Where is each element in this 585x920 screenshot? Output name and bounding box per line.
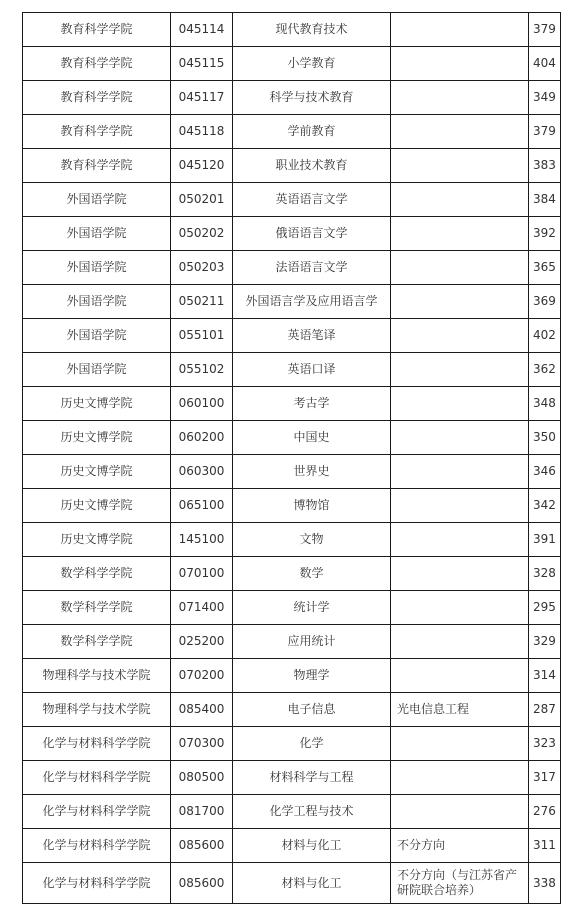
score-cell: 276 — [529, 795, 561, 829]
major-name-cell: 数学 — [233, 557, 391, 591]
major-name-cell: 英语笔译 — [233, 319, 391, 353]
score-cell: 402 — [529, 319, 561, 353]
table-row — [23, 251, 561, 285]
college-cell: 教育科学学院 — [23, 47, 171, 81]
major-name-cell: 中国史 — [233, 421, 391, 455]
direction-cell — [391, 183, 529, 217]
major-name-cell: 材料科学与工程 — [233, 761, 391, 795]
direction-cell — [391, 795, 529, 829]
major-code-cell: 045118 — [171, 115, 233, 149]
direction-cell: 不分方向（与江苏省产研院联合培养） — [391, 863, 529, 904]
direction-cell — [391, 557, 529, 591]
direction-cell — [391, 523, 529, 557]
major-name-cell: 材料与化工 — [233, 829, 391, 863]
score-cell: 383 — [529, 149, 561, 183]
score-cell: 328 — [529, 557, 561, 591]
score-cell: 379 — [529, 13, 561, 47]
college-cell: 数学科学学院 — [23, 557, 171, 591]
score-cell: 311 — [529, 829, 561, 863]
direction-cell — [391, 115, 529, 149]
major-code-cell: 070100 — [171, 557, 233, 591]
college-cell: 外国语学院 — [23, 183, 171, 217]
score-cell: 369 — [529, 285, 561, 319]
direction-cell — [391, 727, 529, 761]
table-row — [23, 625, 561, 659]
direction-cell — [391, 81, 529, 115]
college-cell: 外国语学院 — [23, 285, 171, 319]
major-code-cell: 080500 — [171, 761, 233, 795]
college-cell: 教育科学学院 — [23, 81, 171, 115]
score-cell: 314 — [529, 659, 561, 693]
table-row — [23, 761, 561, 795]
score-cell: 404 — [529, 47, 561, 81]
major-code-cell: 081700 — [171, 795, 233, 829]
college-cell: 历史文博学院 — [23, 455, 171, 489]
major-code-cell: 045120 — [171, 149, 233, 183]
table-row — [23, 183, 561, 217]
score-cell: 338 — [529, 863, 561, 904]
major-code-cell: 045117 — [171, 81, 233, 115]
major-name-cell: 英语语言文学 — [233, 183, 391, 217]
college-cell: 化学与材料科学学院 — [23, 727, 171, 761]
score-cell: 392 — [529, 217, 561, 251]
major-name-cell: 博物馆 — [233, 489, 391, 523]
major-code-cell: 050201 — [171, 183, 233, 217]
major-code-cell: 065100 — [171, 489, 233, 523]
score-cell: 365 — [529, 251, 561, 285]
major-code-cell: 045114 — [171, 13, 233, 47]
direction-cell — [391, 251, 529, 285]
college-cell: 化学与材料科学学院 — [23, 863, 171, 904]
table-row — [23, 149, 561, 183]
college-cell: 数学科学学院 — [23, 625, 171, 659]
major-code-cell: 060100 — [171, 387, 233, 421]
major-name-cell: 材料与化工 — [233, 863, 391, 904]
table-row — [23, 217, 561, 251]
major-code-cell: 050211 — [171, 285, 233, 319]
score-cell: 317 — [529, 761, 561, 795]
direction-cell — [391, 13, 529, 47]
table-row — [23, 523, 561, 557]
college-cell: 历史文博学院 — [23, 421, 171, 455]
major-name-cell: 小学教育 — [233, 47, 391, 81]
major-code-cell: 060300 — [171, 455, 233, 489]
college-cell: 物理科学与技术学院 — [23, 659, 171, 693]
college-cell: 外国语学院 — [23, 251, 171, 285]
major-name-cell: 应用统计 — [233, 625, 391, 659]
major-name-cell: 职业技术教育 — [233, 149, 391, 183]
college-cell: 物理科学与技术学院 — [23, 693, 171, 727]
college-cell: 外国语学院 — [23, 319, 171, 353]
college-cell: 外国语学院 — [23, 353, 171, 387]
college-cell: 化学与材料科学学院 — [23, 795, 171, 829]
college-cell: 数学科学学院 — [23, 591, 171, 625]
table-row — [23, 591, 561, 625]
major-code-cell: 025200 — [171, 625, 233, 659]
major-code-cell: 060200 — [171, 421, 233, 455]
major-name-cell: 俄语语言文学 — [233, 217, 391, 251]
major-name-cell: 考古学 — [233, 387, 391, 421]
major-code-cell: 085600 — [171, 829, 233, 863]
major-name-cell: 科学与技术教育 — [233, 81, 391, 115]
major-name-cell: 法语语言文学 — [233, 251, 391, 285]
college-cell: 历史文博学院 — [23, 387, 171, 421]
major-name-cell: 现代教育技术 — [233, 13, 391, 47]
direction-cell — [391, 387, 529, 421]
direction-cell — [391, 421, 529, 455]
major-name-cell: 化学工程与技术 — [233, 795, 391, 829]
major-code-cell: 070300 — [171, 727, 233, 761]
table-row — [23, 13, 561, 47]
score-cell: 349 — [529, 81, 561, 115]
score-cell: 362 — [529, 353, 561, 387]
table-row — [23, 693, 561, 727]
major-name-cell: 统计学 — [233, 591, 391, 625]
major-name-cell: 物理学 — [233, 659, 391, 693]
score-cell: 346 — [529, 455, 561, 489]
table-row — [23, 455, 561, 489]
college-cell: 教育科学学院 — [23, 115, 171, 149]
college-cell: 化学与材料科学学院 — [23, 761, 171, 795]
direction-cell — [391, 489, 529, 523]
score-cell: 348 — [529, 387, 561, 421]
table-row — [23, 795, 561, 829]
major-name-cell: 文物 — [233, 523, 391, 557]
table-row — [23, 319, 561, 353]
major-code-cell: 050203 — [171, 251, 233, 285]
table-row — [23, 829, 561, 863]
table-row — [23, 387, 561, 421]
direction-cell — [391, 149, 529, 183]
score-cell: 350 — [529, 421, 561, 455]
table-row — [23, 489, 561, 523]
major-code-cell: 055102 — [171, 353, 233, 387]
college-cell: 历史文博学院 — [23, 523, 171, 557]
table-row — [23, 285, 561, 319]
score-cell: 379 — [529, 115, 561, 149]
table-row — [23, 421, 561, 455]
major-code-cell: 085400 — [171, 693, 233, 727]
major-name-cell: 外国语言学及应用语言学 — [233, 285, 391, 319]
college-cell: 教育科学学院 — [23, 13, 171, 47]
direction-cell: 光电信息工程 — [391, 693, 529, 727]
major-name-cell: 世界史 — [233, 455, 391, 489]
table-row — [23, 47, 561, 81]
major-name-cell: 化学 — [233, 727, 391, 761]
major-code-cell: 085600 — [171, 863, 233, 904]
direction-cell — [391, 47, 529, 81]
major-code-cell: 045115 — [171, 47, 233, 81]
table-row — [23, 863, 561, 904]
direction-cell — [391, 659, 529, 693]
major-code-cell: 145100 — [171, 523, 233, 557]
direction-cell — [391, 455, 529, 489]
table-row — [23, 115, 561, 149]
direction-cell: 不分方向 — [391, 829, 529, 863]
score-cell: 391 — [529, 523, 561, 557]
major-code-cell: 071400 — [171, 591, 233, 625]
major-name-cell: 电子信息 — [233, 693, 391, 727]
admission-score-table — [22, 12, 561, 904]
score-cell: 329 — [529, 625, 561, 659]
college-cell: 化学与材料科学学院 — [23, 829, 171, 863]
direction-cell — [391, 319, 529, 353]
direction-cell — [391, 591, 529, 625]
major-code-cell: 070200 — [171, 659, 233, 693]
major-code-cell: 050202 — [171, 217, 233, 251]
direction-cell — [391, 761, 529, 795]
score-cell: 287 — [529, 693, 561, 727]
college-cell: 历史文博学院 — [23, 489, 171, 523]
major-name-cell: 学前教育 — [233, 115, 391, 149]
table-row — [23, 557, 561, 591]
college-cell: 教育科学学院 — [23, 149, 171, 183]
table-body — [23, 13, 561, 904]
table-row — [23, 81, 561, 115]
major-name-cell: 英语口译 — [233, 353, 391, 387]
table-row — [23, 659, 561, 693]
direction-cell — [391, 285, 529, 319]
college-cell: 外国语学院 — [23, 217, 171, 251]
score-cell: 295 — [529, 591, 561, 625]
table-row — [23, 727, 561, 761]
direction-cell — [391, 625, 529, 659]
score-cell: 384 — [529, 183, 561, 217]
score-cell: 342 — [529, 489, 561, 523]
direction-cell — [391, 353, 529, 387]
major-code-cell: 055101 — [171, 319, 233, 353]
direction-cell — [391, 217, 529, 251]
score-cell: 323 — [529, 727, 561, 761]
table-row — [23, 353, 561, 387]
